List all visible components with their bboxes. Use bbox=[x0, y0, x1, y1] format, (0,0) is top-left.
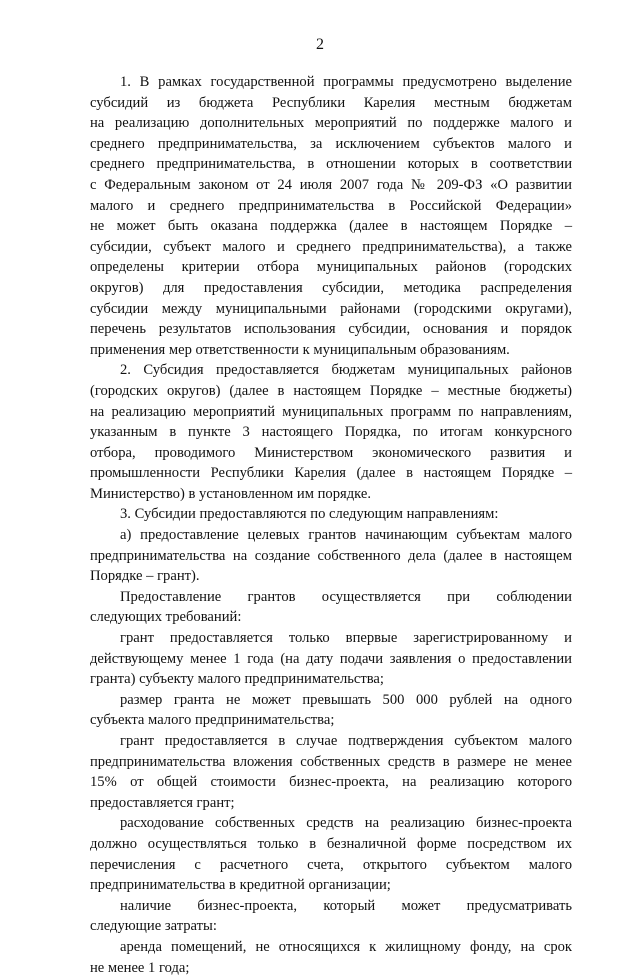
text-line: отбора, проводимого Министерством экономического развития и bbox=[90, 444, 572, 461]
text-line: субсидий из бюджета Республики Карелия местным бюджетам bbox=[90, 94, 572, 111]
text-line: гранта) субъекту малого предпринимательства; bbox=[90, 671, 384, 688]
text-line: субъекта малого предпринимательства; bbox=[90, 712, 335, 729]
text-line: не может быть оказана поддержка (далее в настоящем Порядке – bbox=[90, 218, 572, 235]
text-line: 1. В рамках государственной программы предусмотрено выделение bbox=[120, 74, 572, 90]
text-line: 15% от общей стоимости бизнес-проекта, на реализацию которого bbox=[90, 774, 572, 791]
text-line: Предоставление грантов осуществляется при соблюдении bbox=[120, 588, 572, 605]
text-line: предоставляется грант; bbox=[90, 794, 235, 811]
text-line: применения мер ответственности к муниципальным образованиям. bbox=[90, 341, 510, 358]
document-body bbox=[90, 72, 572, 978]
text-line: предпринимательства вложения собственных средств в размере не менее bbox=[90, 753, 572, 770]
text-line: малого и среднего предпринимательства в Российской Федерации» bbox=[90, 197, 572, 214]
text-line: промышленности Республики Карелия (далее в настоящем Порядке – bbox=[90, 465, 572, 482]
text-line: расходование собственных средств на реализацию бизнес-проекта bbox=[120, 815, 572, 832]
text-line: перечень результатов использования субсидии, основания и порядок bbox=[90, 321, 572, 338]
text-line: определены критерии отбора муниципальных районов (городских bbox=[90, 259, 572, 276]
text-line: следующих требований: bbox=[90, 609, 242, 626]
text-line: должно осуществляться только в безналичной форме посредством их bbox=[90, 835, 572, 852]
text-line: предпринимательства на создание собственного дела (далее в настоящем bbox=[90, 547, 572, 564]
text-line: на реализацию дополнительных мероприятий по поддержке малого и bbox=[90, 115, 572, 132]
text-line: Министерство) в установленном им порядке. bbox=[90, 485, 372, 502]
text-line: субсидии, субъект малого и среднего предпринимательства), а также bbox=[90, 238, 572, 255]
text-line: Порядке – грант). bbox=[90, 568, 200, 585]
text-line: грант предоставляется только впервые зарегистрированному и bbox=[120, 630, 572, 647]
text-line: на реализацию мероприятий муниципальных программ по направлениям, bbox=[90, 403, 572, 420]
text-line: 3. Субсидии предоставляются по следующим направлениям: bbox=[120, 506, 499, 523]
text-line: грант предоставляется в случае подтверждения субъектом малого bbox=[120, 733, 572, 749]
text-line: аренда помещений, не относящихся к жилищному фонду, на срок bbox=[120, 938, 572, 955]
text-line: не менее 1 года; bbox=[90, 959, 190, 976]
text-line: с Федеральным законом от 24 июля 2007 года № 209-ФЗ «О развитии bbox=[90, 176, 572, 193]
text-line: 2. Субсидия предоставляется бюджетам муниципальных районов bbox=[120, 362, 572, 379]
text-line: среднего предпринимательства, в отношении которых в соответствии bbox=[90, 156, 572, 173]
page-number: 2 bbox=[316, 36, 324, 53]
text-line: (городских округов) (далее в настоящем Порядке – местные бюджеты) bbox=[90, 382, 572, 399]
text-line: предпринимательства в кредитной организации; bbox=[90, 877, 391, 894]
text-line: субсидии между муниципальными районами (городскими округами), bbox=[90, 300, 572, 317]
text-line: перечисления с расчетного счета, открытого субъектом малого bbox=[90, 856, 572, 873]
text-line: размер гранта не может превышать 500 000 рублей на одного bbox=[120, 691, 572, 708]
text-line: округов) для предоставления субсидии, методика распределения bbox=[90, 279, 572, 296]
text-line: указанным в пункте 3 настоящего Порядка, по итогам конкурсного bbox=[90, 424, 572, 441]
text-line: среднего предпринимательства, за исключением субъектов малого и bbox=[90, 135, 572, 152]
text-line: а) предоставление целевых грантов начинающим субъектам малого bbox=[120, 527, 572, 544]
text-line: следующие затраты: bbox=[90, 918, 217, 935]
text-line: наличие бизнес-проекта, который может предусматривать bbox=[120, 897, 572, 914]
text-line: действующему менее 1 года (на дату подачи заявления о предоставлении bbox=[90, 650, 572, 667]
